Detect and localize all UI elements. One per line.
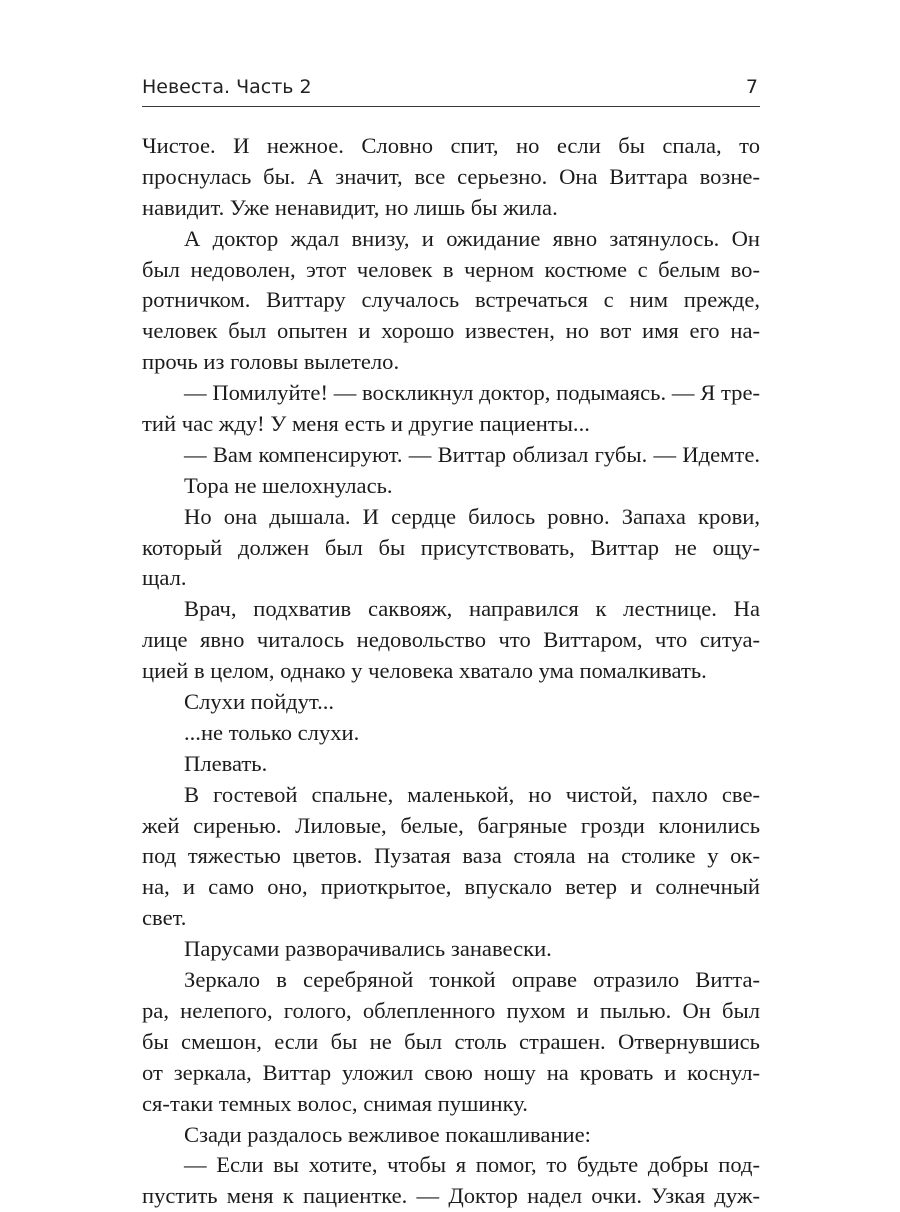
- text-line: ра, нелепого, голого, облепленного пухом и пылью. Он был: [142, 997, 760, 1023]
- text-line: жей сиренью. Лиловые, белые, багряные грозди клонились: [142, 812, 760, 838]
- text-line: на, и само оно, приоткрытое, впускало ветер и солнечный: [142, 874, 760, 900]
- running-title: Невеста. Часть 2: [142, 76, 312, 98]
- text-line: бы смешон, если бы не был столь страшен. Отвернувшись: [142, 1028, 760, 1054]
- text-line: под тяжестью цветов. Пузатая ваза стояла на столике у ок-: [142, 843, 760, 869]
- text-line: Парусами разворачивались занавески.: [184, 936, 552, 962]
- text-line: Слухи пойдут...: [184, 689, 335, 715]
- text-line: В гостевой спальне, маленькой, но чистой, пахло све-: [184, 781, 760, 807]
- text-line: щал.: [142, 565, 187, 591]
- text-line: от зеркала, Виттар уложил свою ношу на кровать и коснул-: [142, 1059, 760, 1085]
- running-header: [142, 74, 760, 100]
- text-line: Зеркало в серебряной тонкой оправе отразило Витта-: [184, 967, 760, 993]
- text-line: — Помилуйте! — воскликнул доктор, подымаясь. — Я тре-: [184, 380, 760, 406]
- text-line: Сзади раздалось вежливое покашливание:: [184, 1121, 591, 1147]
- text-line: Плевать.: [184, 750, 268, 776]
- text-line: человек был опытен и хорошо известен, но вот имя его на-: [142, 318, 760, 344]
- text-line: был недоволен, этот человек в черном костюме с белым во-: [142, 256, 760, 282]
- page-number: 7: [745, 76, 758, 98]
- text-line: прочь из головы вылетело.: [142, 349, 400, 375]
- text-line: — Вам компенсируют. — Виттар облизал губы. — Идемте.: [184, 441, 760, 467]
- text-line: Но она дышала. И сердце билось ровно. Запаха крови,: [184, 503, 760, 529]
- text-line: тий час жду! У меня есть и другие пациенты...: [142, 411, 590, 437]
- header-rule: [142, 106, 760, 107]
- text-line: Врач, подхватив саквояж, направился к лестнице. На: [184, 596, 760, 622]
- text-line: — Если вы хотите, чтобы я помог, то будьте добры под-: [184, 1152, 760, 1178]
- text-line: проснулась бы. А значит, все серьезно. Она Виттара возне-: [142, 163, 760, 189]
- text-line: ся-таки темных волос, снимая пушинку.: [142, 1090, 528, 1116]
- text-line: пустить меня к пациентке. — Доктор надел очки. Узкая дуж-: [142, 1183, 760, 1209]
- text-line: свет.: [142, 905, 187, 931]
- text-line: Чистое. И нежное. Словно спит, но если бы спала, то: [142, 133, 760, 158]
- body-text: [142, 131, 760, 1212]
- text-line: лице явно читалось недовольство что Виттаром, что ситуа-: [142, 627, 760, 653]
- text-line: ...не только слухи.: [184, 719, 360, 745]
- text-line: цией в целом, однако у человека хватало ума помалкивать.: [142, 658, 707, 684]
- text-line: Тора не шелохнулась.: [184, 472, 393, 498]
- text-line: который должен был бы присутствовать, Виттар не ощу-: [142, 534, 760, 560]
- text-line: А доктор ждал внизу, и ожидание явно затянулось. Он: [184, 225, 760, 251]
- text-line: навидит. Уже ненавидит, но лишь бы жила.: [142, 194, 558, 220]
- text-line: ротничком. Виттару случалось встречаться с ним прежде,: [142, 287, 760, 313]
